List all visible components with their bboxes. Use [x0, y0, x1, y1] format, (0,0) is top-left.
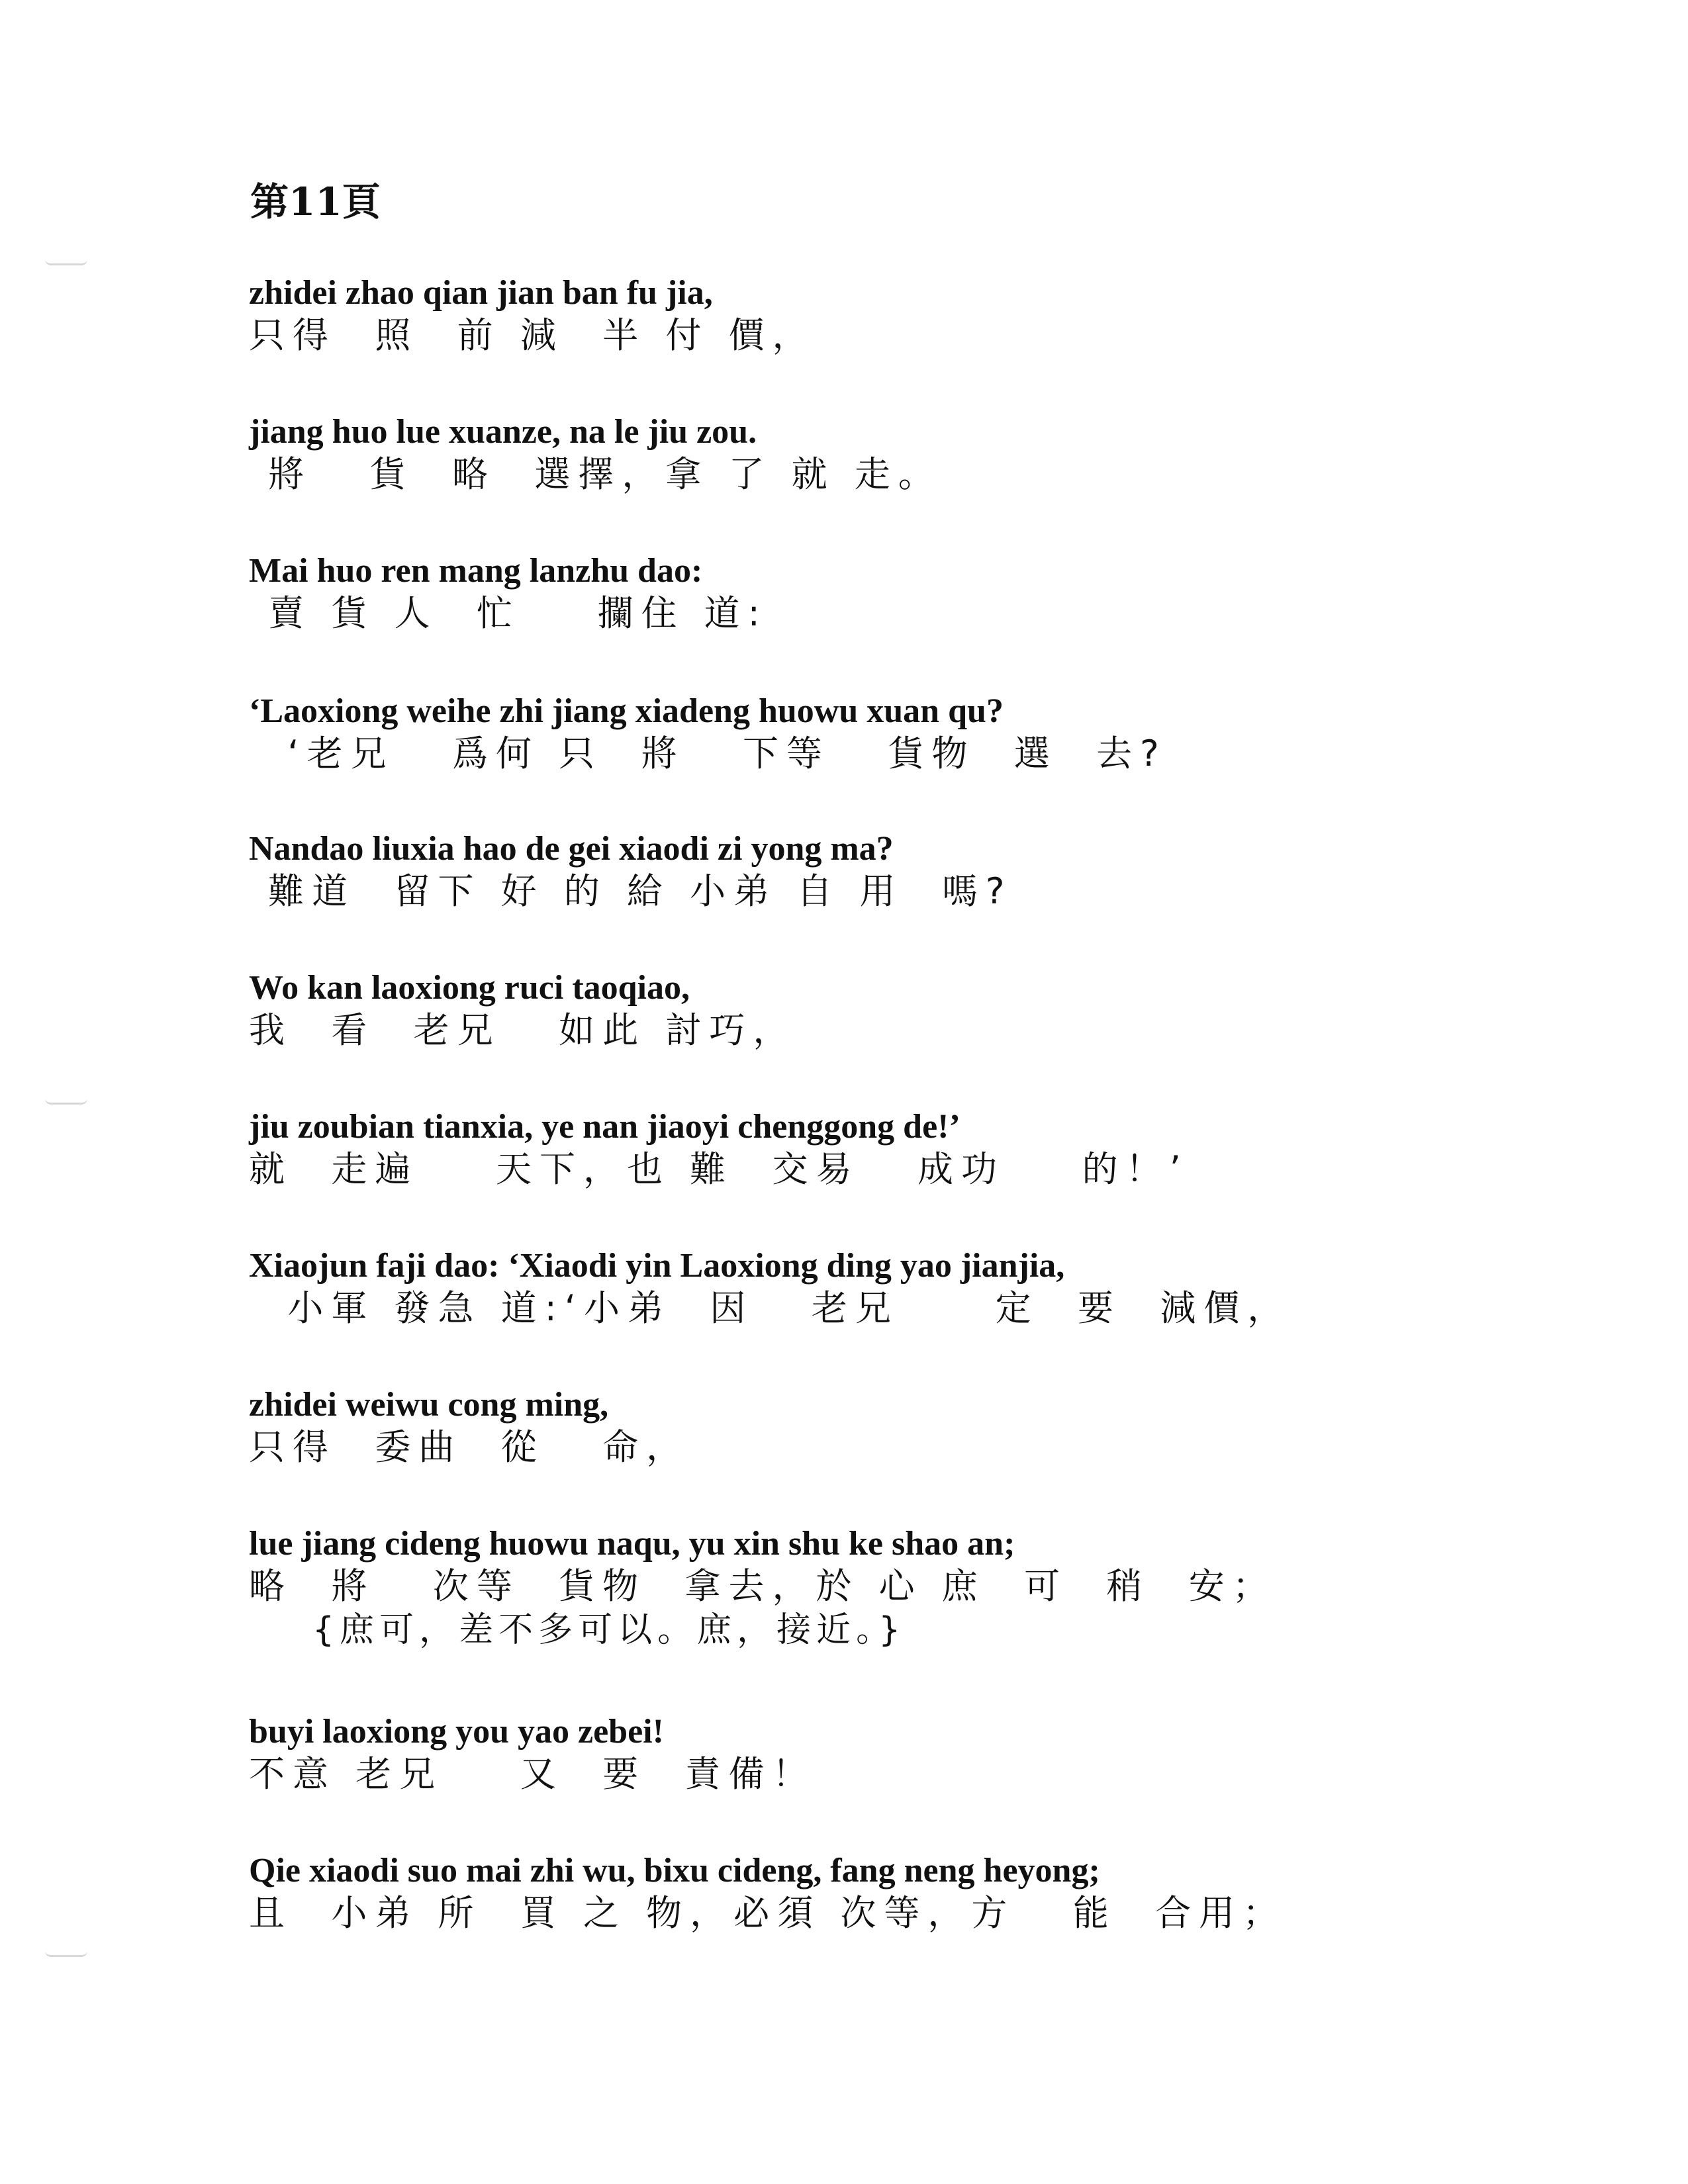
- pinyin-line: ‘Laoxiong weihe zhi jiang xiadeng huowu xuan qu?: [249, 692, 1004, 730]
- chinese-line: 就 走遍 天下，也 難 交易 成功 的！’: [249, 1148, 1189, 1190]
- pinyin-line: Qie xiaodi suo mai zhi wu, bixu cideng, fang neng heyong;: [249, 1852, 1100, 1889]
- chinese-line: 小軍 發急 道:‘小弟 因 老兄 定 要 減價，: [249, 1287, 1291, 1329]
- chinese-line: 賣 貨 人 忙 攔住 道:: [249, 592, 768, 634]
- chinese-line: 只得 委曲 從 命，: [249, 1426, 690, 1468]
- chinese-line: ‘老兄 爲何 只 將 下等 貨物 選 去?: [249, 733, 1167, 774]
- pinyin-line: lue jiang cideng huowu naqu, yu xin shu ke shao an;: [249, 1525, 1015, 1563]
- verse-line: [249, 412, 1599, 496]
- pinyin-line: zhidei zhao qian jian ban fu jia,: [249, 274, 713, 312]
- page-title: 第11頁: [250, 179, 381, 224]
- verse-line: [249, 968, 1599, 1052]
- verse-line: [249, 829, 1599, 913]
- pinyin-line: Mai huo ren mang lanzhu dao:: [249, 552, 703, 590]
- punch-hole-mark: [45, 1951, 87, 1957]
- pinyin-line: jiang huo lue xuanze, na le jiu zou.: [249, 413, 757, 451]
- verse-line: [249, 273, 1599, 357]
- pinyin-line: Xiaojun faji dao: ‘Xiaodi yin Laoxiong ding yao jianjia,: [249, 1247, 1065, 1285]
- pinyin-line: Wo kan laoxiong ruci taoqiao,: [249, 969, 690, 1007]
- punch-hole-mark: [45, 1099, 87, 1105]
- punch-hole-mark: [45, 259, 87, 265]
- chinese-line: 且 小弟 所 買 之 物，必須 次等，方 能 合用；: [249, 1892, 1287, 1934]
- pinyin-line: buyi laoxiong you yao zebei!: [249, 1713, 664, 1751]
- verse-line: [249, 691, 1599, 776]
- pinyin-line: zhidei weiwu cong ming,: [249, 1386, 609, 1424]
- chinese-line: 我 看 老兄 如此 討巧，: [249, 1009, 797, 1051]
- verse-line: [249, 1524, 1599, 1652]
- chinese-line: 將 貨 略 選擇，拿 了 就 走。: [249, 453, 942, 495]
- chinese-line: 只得 照 前 減 半 付 價，: [249, 314, 816, 356]
- chinese-line: 略 將 次等 貨物 拿去，於 心 庶 可 稍 安；: [249, 1565, 1276, 1607]
- verse-line: [249, 1246, 1599, 1330]
- verse-line: [249, 1107, 1599, 1191]
- pinyin-line: Nandao liuxia hao de gei xiaodi zi yong ma?: [249, 830, 894, 868]
- verse-line: [249, 551, 1599, 635]
- chinese-line: 不意 老兄 又 要 責備！: [249, 1753, 816, 1795]
- verse-line: [249, 1850, 1599, 1935]
- verse-line: [249, 1711, 1599, 1796]
- chinese-line: 難道 留下 好 的 給 小弟 自 用 嗎?: [249, 870, 1013, 912]
- verse-line: [249, 1385, 1599, 1469]
- annotation-note: {庶可，差不多可以。庶，接近。}: [312, 1610, 906, 1650]
- pinyin-line: jiu zoubian tianxia, ye nan jiaoyi chenggong de!’: [249, 1108, 961, 1146]
